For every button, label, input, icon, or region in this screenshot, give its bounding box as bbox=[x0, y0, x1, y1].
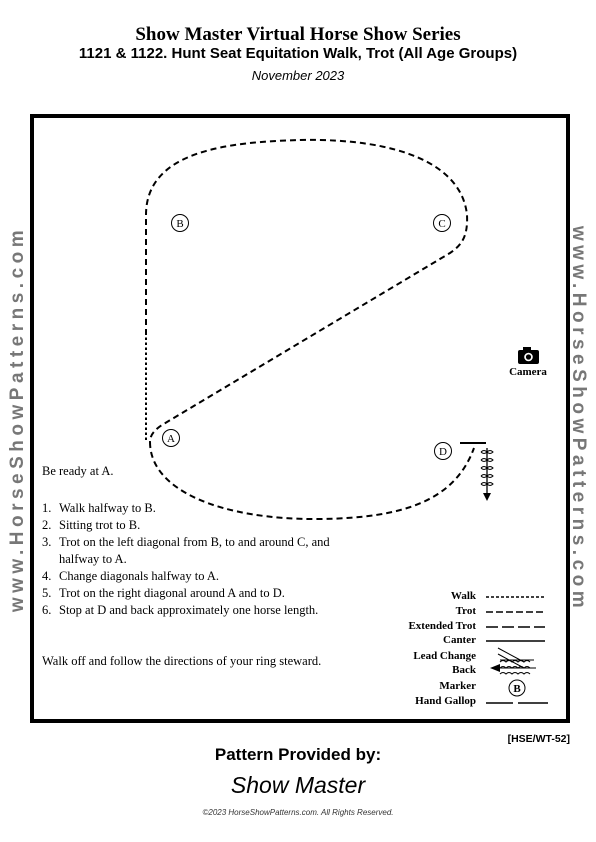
provider-name: Show Master bbox=[230, 772, 366, 798]
walk-off-instruction: Walk off and follow the directions of your ring steward. bbox=[42, 654, 322, 668]
svg-text:B: B bbox=[176, 218, 184, 230]
legend-lead-change-label: Lead Change bbox=[413, 650, 476, 662]
pattern-steps bbox=[42, 500, 362, 619]
provided-by-heading: Pattern Provided by: bbox=[214, 745, 382, 764]
legend-lead-change-symbol bbox=[498, 648, 534, 668]
camera-label: Camera bbox=[509, 366, 547, 378]
side-website-left: www.HorseShowPatterns.com bbox=[7, 225, 28, 613]
legend-back-label: Back bbox=[452, 664, 476, 676]
class-subtitle: 1121 & 1122. Hunt Seat Equitation Walk, Trot (All Age Groups) bbox=[78, 45, 518, 62]
step-item: 1. Walk halfway to B. bbox=[42, 501, 156, 515]
ready-instruction: Be ready at A. bbox=[42, 464, 114, 478]
legend-marker-label: Marker bbox=[439, 680, 476, 692]
legend-marker-sample bbox=[509, 680, 525, 696]
legend-walk-label: Walk bbox=[450, 590, 476, 602]
step-item: 5. Trot on the right diagonal around A and to D. bbox=[42, 586, 285, 600]
trot-path-loop bbox=[146, 140, 467, 442]
legend-trot-label: Trot bbox=[455, 605, 476, 617]
pattern-date: November 2023 bbox=[251, 68, 345, 83]
svg-text:B: B bbox=[513, 683, 521, 695]
side-website-right: www.HorseShowPatterns.com bbox=[568, 225, 589, 613]
svg-text:C: C bbox=[438, 218, 446, 230]
legend-hand-gallop-label: Hand Gallop bbox=[415, 695, 476, 707]
marker-a bbox=[163, 430, 180, 447]
svg-text:A: A bbox=[167, 433, 175, 445]
step-item: 3. Trot on the left diagonal from B, to and around C, and halfway to A. bbox=[42, 535, 330, 566]
copyright-notice: ©2023 HorseShowPatterns.com. All Rights Reserved. bbox=[202, 808, 394, 817]
step-item: 2. Sitting trot to B. bbox=[42, 518, 141, 532]
marker-b bbox=[172, 215, 189, 232]
pattern-code: [HSE/WT-52] bbox=[507, 733, 570, 745]
step-item: 4. Change diagonals halfway to A. bbox=[42, 569, 220, 583]
camera-icon bbox=[518, 347, 539, 364]
step-item: 6. Stop at D and back approximately one horse length. bbox=[42, 603, 319, 617]
pattern-title: Show Master Virtual Horse Show Series bbox=[135, 24, 461, 45]
legend-canter-label: Canter bbox=[443, 634, 476, 646]
backup-arrow bbox=[481, 448, 493, 501]
svg-text:D: D bbox=[439, 446, 447, 458]
marker-d bbox=[435, 443, 452, 460]
legend-extended-trot-label: Extended Trot bbox=[408, 620, 476, 632]
marker-c bbox=[434, 215, 451, 232]
